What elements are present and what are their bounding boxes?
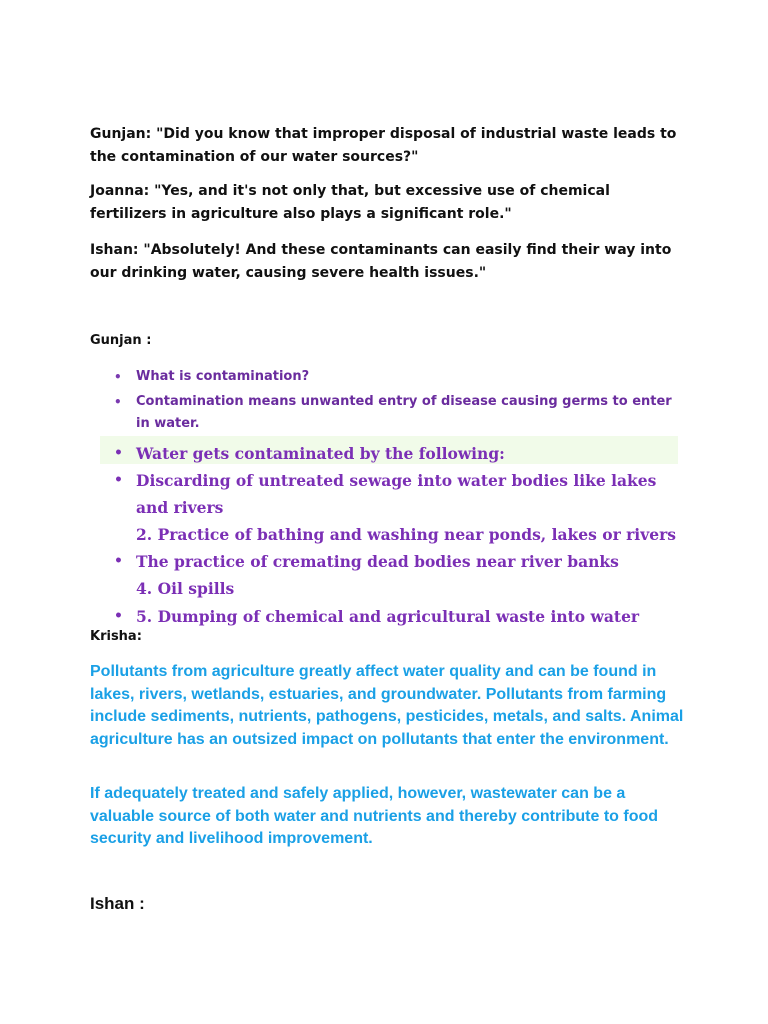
speaker-label-ishan: Ishan : [90, 894, 145, 913]
list-item: • 5. Dumping of chemical and agricultural waste into water [136, 603, 676, 630]
list-item: 4. Oil spills [136, 579, 235, 598]
krisha-paragraph: Pollutants from agriculture greatly affect water quality and can be found in lakes, rivers, wetlands, estuaries, and groundwater. Pollutants from farming include sediments, nutrients, pathogens, pesticides, metals, and salts. Animal agriculture has an outsized impact on pollutants that enter the environment. [90, 663, 684, 748]
dialogue-line-joanna: Joanna: "Yes, and it's not only that, but excessive use of chemical fertilizers in agriculture also plays a significant role." [90, 183, 610, 222]
speaker-label-krisha: Krisha: [90, 629, 142, 644]
list-item: • Water gets contaminated by the following: [136, 440, 676, 467]
speaker-label-gunjan: Gunjan : [90, 333, 152, 348]
list-item: • Discarding of untreated sewage into water bodies like lakes and rivers [136, 467, 676, 521]
dialogue-line-gunjan: Gunjan: "Did you know that improper disposal of industrial waste leads to the contamination of our water sources?" [90, 126, 677, 165]
list-item: • What is contamination? [136, 366, 676, 388]
list-item: • The practice of cremating dead bodies near river banks [136, 548, 676, 575]
dialogue-line-ishan: Ishan: "Absolutely! And these contaminants can easily find their way into our drinking water, causing severe health issues." [90, 242, 672, 281]
list-item: 2. Practice of bathing and washing near ponds, lakes or rivers [136, 525, 676, 544]
list-item: • Contamination means unwanted entry of disease causing germs to enter in water. [136, 391, 676, 435]
krisha-paragraph: If adequately treated and safely applied, however, wastewater can be a valuable source of both water and nutrients and thereby contribute to food security and livelihood improvement. [90, 785, 659, 847]
